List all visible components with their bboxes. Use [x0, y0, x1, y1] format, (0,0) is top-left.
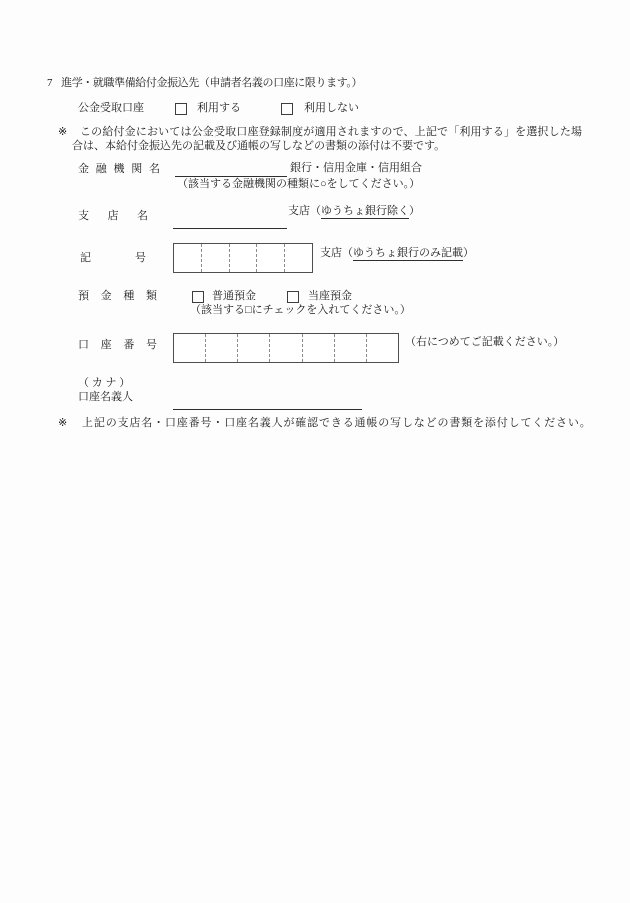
- symbol-suffix-prefix: 支店（: [320, 247, 353, 259]
- symbol-suffix: [320, 247, 474, 260]
- account-number-label: 口座番号: [78, 339, 157, 351]
- deposit-type-label: 預金種類: [78, 290, 157, 302]
- deposit-type-note: （該当する□にチェックを入れてください。）: [190, 304, 411, 316]
- bank-type-note: （該当する金融機関の種類に○をしてください。）: [177, 178, 421, 190]
- digit-cell[interactable]: [284, 244, 312, 272]
- symbol-input-box[interactable]: [173, 243, 313, 273]
- current-deposit-checkbox[interactable]: [287, 291, 299, 303]
- digit-cell[interactable]: [237, 334, 269, 362]
- note-top-text: この給付金においては公金受取口座登録制度が適用されますので、上記で「利用する」を選択した場合は、本給付金振込先の記載及び通帳の写しなどの書類の添付は不要です。: [72, 126, 582, 152]
- section-heading: [47, 77, 362, 90]
- note-top-marker: ※: [58, 126, 68, 138]
- ordinary-deposit-checkbox[interactable]: [192, 291, 204, 303]
- digit-cell[interactable]: [174, 334, 205, 362]
- account-number-input-box[interactable]: [173, 333, 399, 363]
- digit-cell[interactable]: [256, 244, 284, 272]
- symbol-label: 記号: [80, 252, 146, 264]
- public-account-label: 公金受取口座: [78, 102, 144, 114]
- symbol-suffix-close: ）: [463, 247, 474, 259]
- current-deposit-label: 当座預金: [308, 290, 352, 302]
- account-number-note: （右につめてご記載ください。）: [405, 336, 565, 348]
- digit-cell[interactable]: [201, 244, 229, 272]
- digit-cell[interactable]: [269, 334, 301, 362]
- branch-suffix-underlined: ゆうちょ銀行除く: [321, 205, 409, 217]
- holder-kana-label: （ カ ナ ）: [78, 377, 131, 389]
- public-account-use-checkbox[interactable]: [175, 103, 187, 115]
- holder-name-field[interactable]: [173, 396, 362, 410]
- digit-cell[interactable]: [334, 334, 366, 362]
- digit-cell[interactable]: [205, 334, 237, 362]
- branch-name-field[interactable]: [173, 215, 287, 229]
- public-account-notuse-checkbox[interactable]: [281, 103, 293, 115]
- digit-cell[interactable]: [229, 244, 257, 272]
- public-account-notuse-label: 利用しない: [304, 102, 359, 114]
- section-title: 進学・就職準備給付金振込先（申請者名義の口座に限ります。）: [61, 77, 363, 89]
- digit-cell[interactable]: [366, 334, 398, 362]
- ordinary-deposit-label: 普通預金: [212, 290, 256, 302]
- bank-name-field[interactable]: [175, 163, 287, 177]
- symbol-suffix-underlined: ゆうちょ銀行のみ記載: [353, 247, 463, 259]
- note-bottom-marker: ※: [58, 417, 68, 429]
- branch-suffix-close: ）: [409, 205, 420, 217]
- holder-label: 口座名義人: [78, 391, 133, 403]
- branch-suffix-prefix: 支店（: [288, 205, 321, 217]
- digit-cell[interactable]: [302, 334, 334, 362]
- digit-cell[interactable]: [174, 244, 201, 272]
- note-bottom-text: 上記の支店名・口座番号・口座名義人が確認できる通帳の写しなどの書類を添付してください。: [82, 417, 592, 429]
- bank-name-label: 金融機関名: [78, 163, 160, 175]
- public-account-use-label: 利用する: [197, 102, 241, 114]
- branch-suffix: [288, 205, 420, 218]
- bank-type-options: 銀行・信用金庫・信用組合: [290, 162, 422, 174]
- branch-name-label: 支店名: [78, 210, 148, 222]
- section-number: 7: [47, 77, 53, 89]
